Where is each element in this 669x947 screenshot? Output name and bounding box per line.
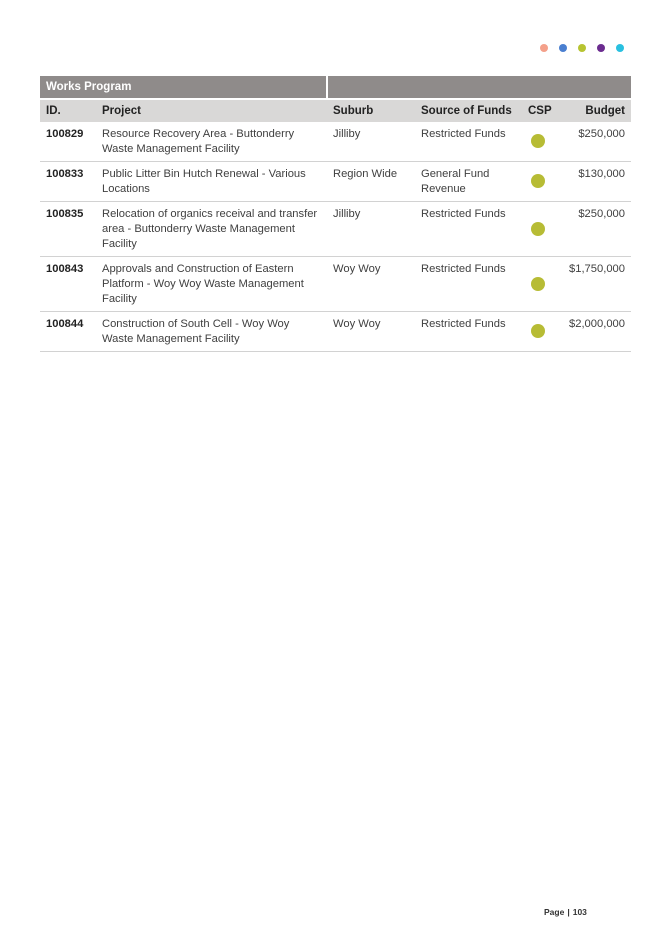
table-title-row — [40, 76, 631, 99]
cell-csp — [522, 162, 554, 202]
cell-budget: $250,000 — [554, 202, 631, 257]
table-row — [40, 257, 631, 312]
table-title: Works Program — [40, 76, 327, 99]
cell-source: Restricted Funds — [415, 202, 522, 257]
cell-id: 100833 — [40, 162, 96, 202]
table-row — [40, 162, 631, 202]
cell-project: Construction of South Cell - Woy Woy Waste Management Facility — [96, 312, 327, 352]
dot-salmon — [540, 44, 548, 52]
table-row — [40, 312, 631, 352]
table-title-filler — [327, 76, 631, 99]
page-footer — [544, 907, 587, 917]
dot-cyan — [616, 44, 624, 52]
cell-project: Resource Recovery Area - Buttonderry Waste Management Facility — [96, 122, 327, 162]
cell-suburb: Region Wide — [327, 162, 415, 202]
cell-budget: $250,000 — [554, 122, 631, 162]
cell-source: General Fund Revenue — [415, 162, 522, 202]
cell-suburb: Woy Woy — [327, 312, 415, 352]
col-header-csp: CSP — [522, 99, 554, 122]
csp-dot-icon — [531, 134, 545, 148]
cell-budget: $2,000,000 — [554, 312, 631, 352]
csp-dot-icon — [531, 277, 545, 291]
col-header-source: Source of Funds — [415, 99, 522, 122]
table-row — [40, 202, 631, 257]
works-program-table — [40, 76, 631, 352]
csp-dot-icon — [531, 222, 545, 236]
page-separator: | — [567, 907, 570, 917]
cell-suburb: Woy Woy — [327, 257, 415, 312]
cell-project: Public Litter Bin Hutch Renewal - Various Locations — [96, 162, 327, 202]
col-header-suburb: Suburb — [327, 99, 415, 122]
csp-dot-icon — [531, 174, 545, 188]
cell-budget: $130,000 — [554, 162, 631, 202]
cell-id: 100835 — [40, 202, 96, 257]
cell-source: Restricted Funds — [415, 257, 522, 312]
cell-project: Relocation of organics receival and transfer area - Buttonderry Waste Management Facility — [96, 202, 327, 257]
cell-csp — [522, 202, 554, 257]
cell-suburb: Jilliby — [327, 202, 415, 257]
cell-suburb: Jilliby — [327, 122, 415, 162]
cell-id: 100844 — [40, 312, 96, 352]
col-header-id: ID. — [40, 99, 96, 122]
cell-csp — [522, 257, 554, 312]
page-number: 103 — [572, 907, 587, 917]
col-header-project: Project — [96, 99, 327, 122]
table-row — [40, 122, 631, 162]
dot-lime — [578, 44, 586, 52]
col-header-budget: Budget — [554, 99, 631, 122]
cell-csp — [522, 312, 554, 352]
cell-source: Restricted Funds — [415, 122, 522, 162]
decorative-dots — [540, 44, 624, 52]
dot-purple — [597, 44, 605, 52]
csp-dot-icon — [531, 324, 545, 338]
cell-source: Restricted Funds — [415, 312, 522, 352]
cell-id: 100843 — [40, 257, 96, 312]
cell-budget: $1,750,000 — [554, 257, 631, 312]
cell-csp — [522, 122, 554, 162]
cell-id: 100829 — [40, 122, 96, 162]
table-header-row — [40, 99, 631, 122]
dot-blue — [559, 44, 567, 52]
page-label: Page — [544, 907, 565, 917]
cell-project: Approvals and Construction of Eastern Platform - Woy Woy Waste Management Facility — [96, 257, 327, 312]
